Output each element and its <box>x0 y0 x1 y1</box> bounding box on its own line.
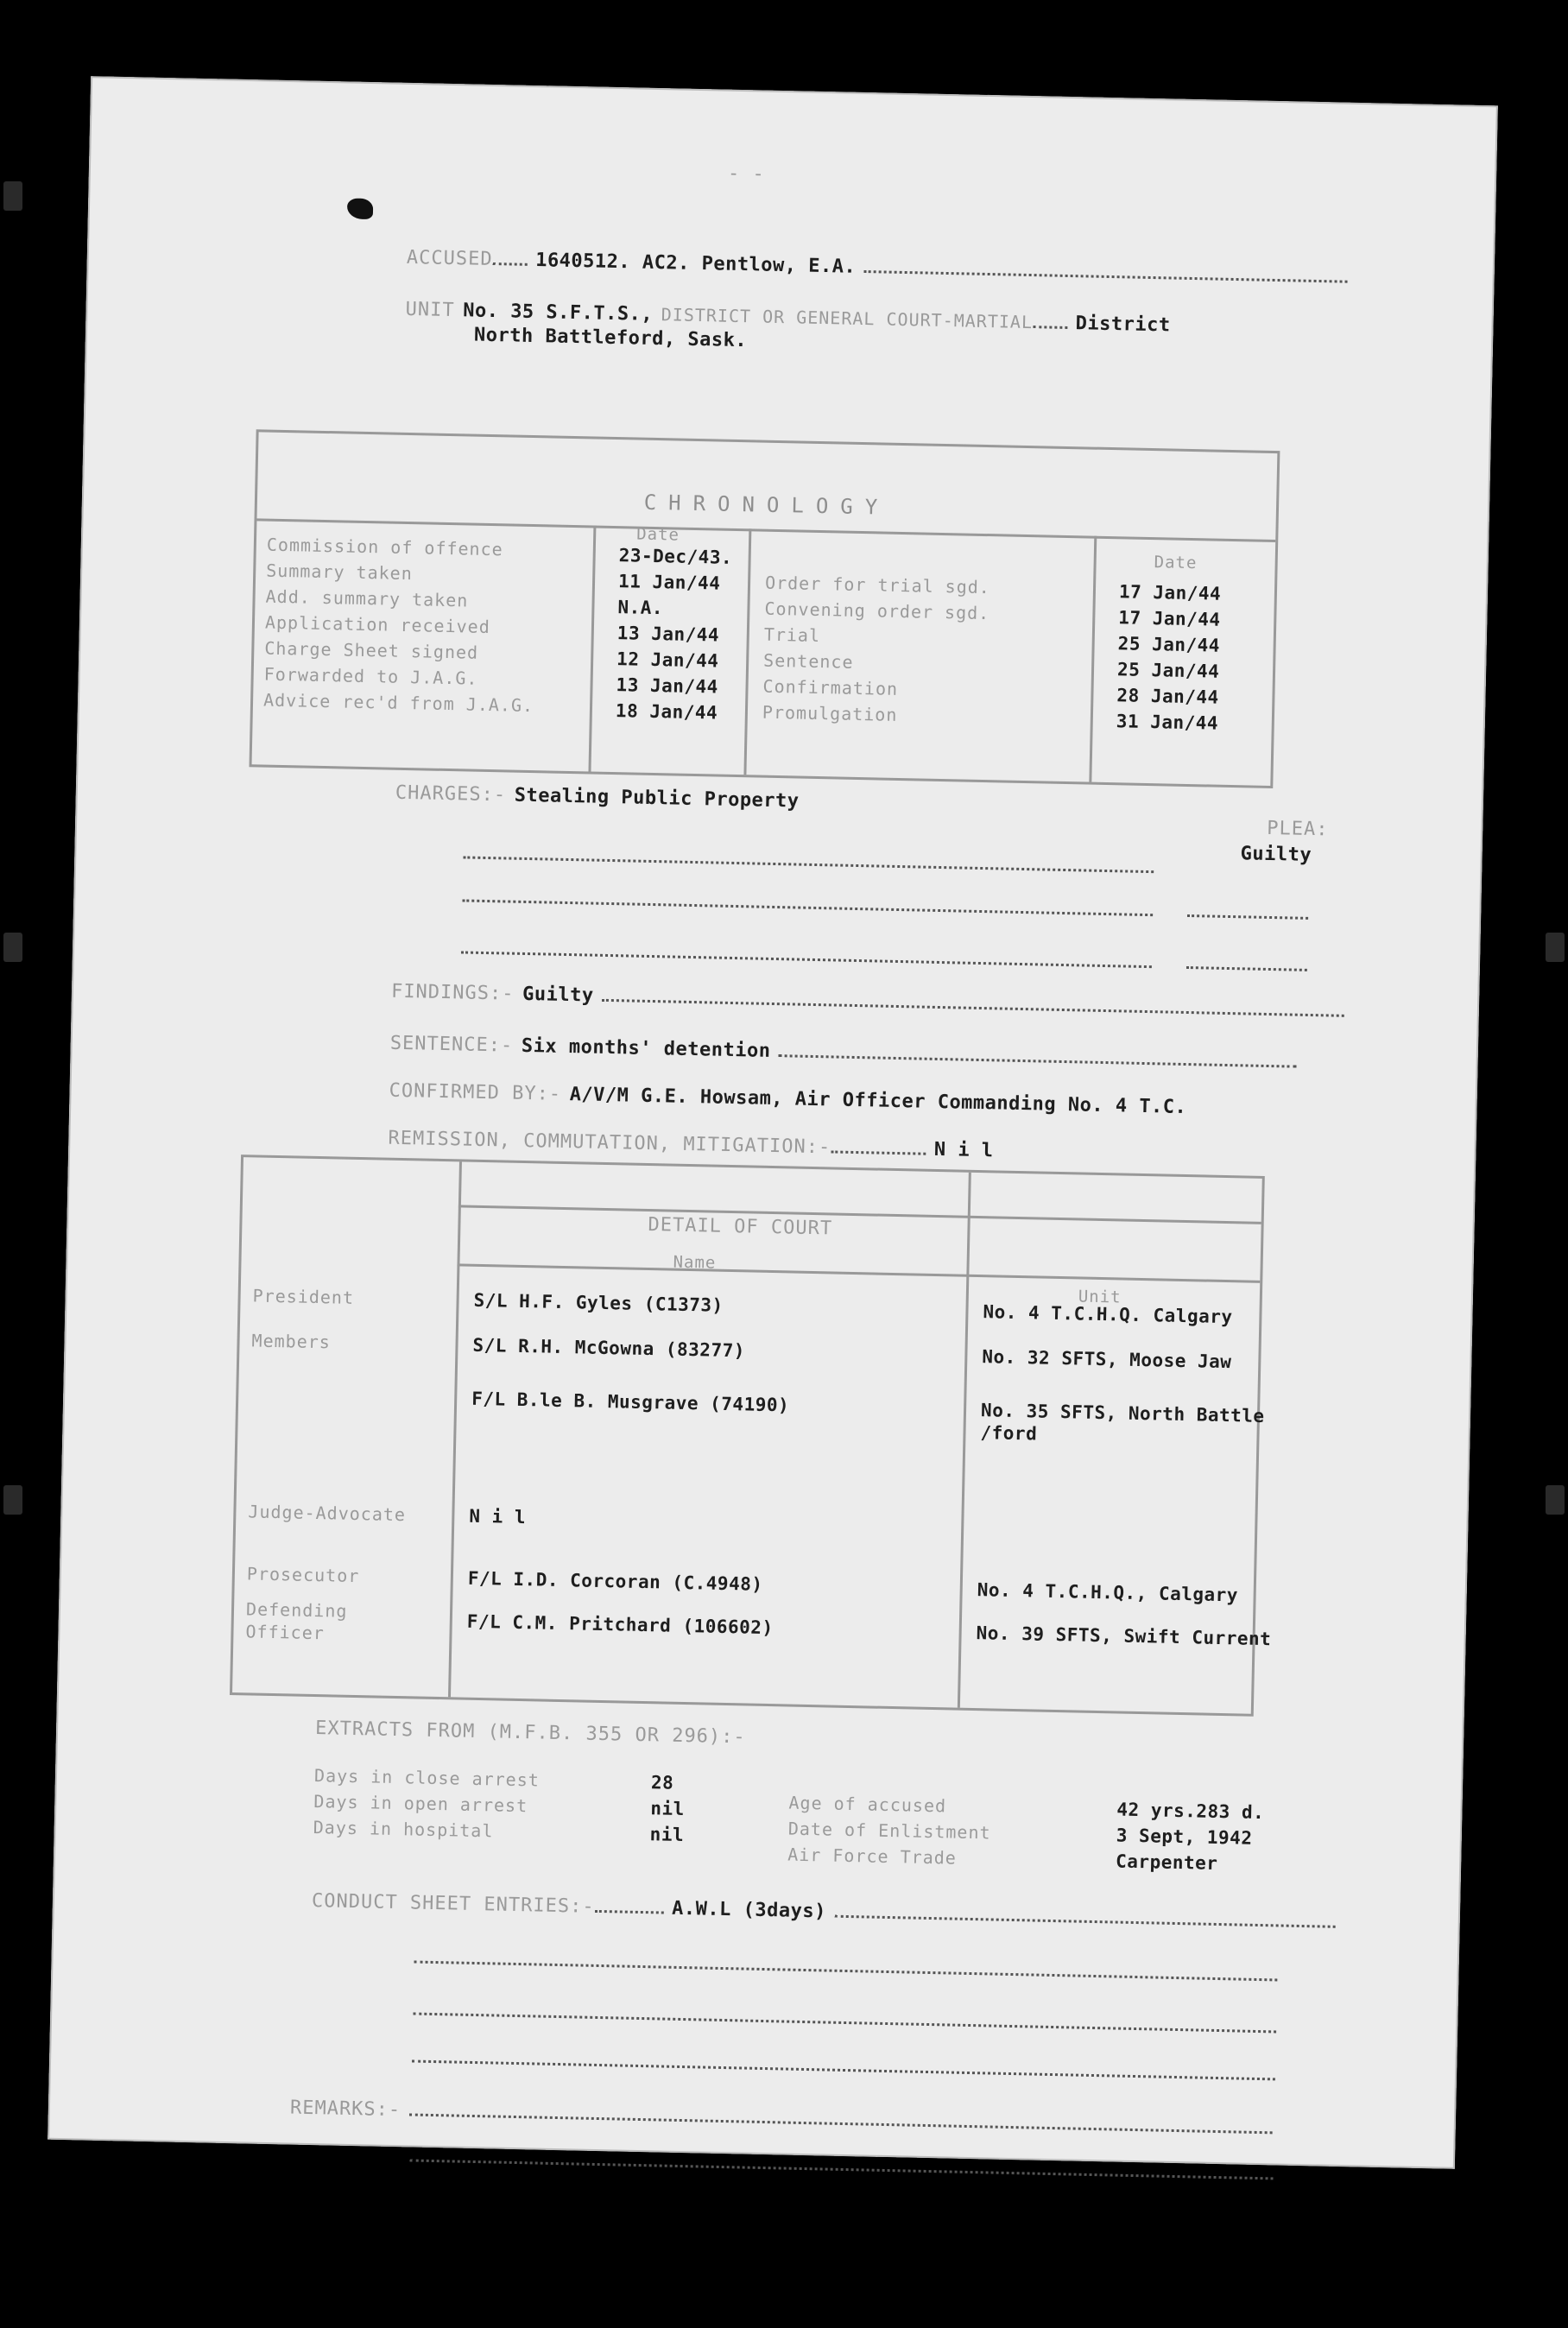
chronology-event-date: 18 Jan/44 <box>615 700 718 724</box>
chronology-event-label: Add. summary taken <box>265 585 469 611</box>
court-martial-record-page <box>47 76 1498 2169</box>
accused-value: 1640512. AC2. Pentlow, E.A. <box>534 250 857 278</box>
chronology-event-date: 23-Dec/43. <box>618 545 733 568</box>
extract-label: Date of Enlistment <box>787 1818 991 1844</box>
accused-line <box>407 247 1348 288</box>
court-unit-header: Unit <box>1078 1287 1122 1307</box>
chronology-event-label: Convening order sgd. <box>764 598 990 624</box>
court-name-header: Name <box>673 1252 717 1273</box>
confirmed-by-value: A/V/M G.E. Howsam, Air Officer Commanding No. 4 T.C. <box>569 1084 1187 1119</box>
conduct-value: A.W.L (3days) <box>671 1897 827 1923</box>
court-member-unit: No. 39 SFTS, Swift Current <box>976 1623 1272 1650</box>
court-role-label: Prosecutor <box>246 1563 360 1587</box>
court-member-name: S/L R.H. McGowna (83277) <box>472 1334 746 1362</box>
chronology-event-date: 28 Jan/44 <box>1116 685 1219 708</box>
film-sprocket <box>3 1485 22 1515</box>
chronology-event-date: N.A. <box>617 597 664 619</box>
date-header-left: Date <box>636 524 680 545</box>
chronology-event-label: Summary taken <box>266 560 414 585</box>
court-member-name: S/L H.F. Gyles (C1373) <box>473 1289 724 1316</box>
plea-value: Guilty <box>1240 843 1312 866</box>
chronology-event-label: Application received <box>264 611 491 638</box>
chronology-event-label: Confirmation <box>762 675 899 699</box>
chronology-event-date: 31 Jan/44 <box>1116 711 1219 734</box>
chronology-event-label: Sentence <box>762 649 854 673</box>
chronology-event-label: Forwarded to J.A.G. <box>263 663 478 689</box>
chronology-event-date: 13 Jan/44 <box>616 674 719 698</box>
extract-label: Days in hospital <box>313 1817 494 1842</box>
extract-label: Air Force Trade <box>787 1844 958 1869</box>
extract-value: Carpenter <box>1115 1850 1218 1874</box>
chronology-event-date: 12 Jan/44 <box>616 648 719 672</box>
extracts-label: EXTRACTS FROM (M.F.B. 355 OR 296):- <box>314 1718 746 1749</box>
extract-value: 28 <box>650 1772 674 1793</box>
remarks-line <box>290 2097 1273 2140</box>
extract-label: Days in open arrest <box>313 1791 528 1817</box>
court-role-label: Members <box>251 1330 332 1353</box>
plea-label: PLEA: <box>1266 817 1329 841</box>
unit-label: UNIT <box>405 298 455 322</box>
court-type-label: DISTRICT OR GENERAL COURT-MARTIAL <box>661 304 1034 333</box>
court-member-unit: No. 35 SFTS, North Battle /ford <box>980 1400 1265 1445</box>
date-header-right: Date <box>1154 553 1198 573</box>
chronology-event-label: Advice rec'd from J.A.G. <box>262 689 534 717</box>
sentence-line <box>390 1033 1298 1073</box>
chronology-event-label: Commission of offence <box>266 534 503 560</box>
film-sprocket <box>3 181 22 211</box>
chronology-event-date: 25 Jan/44 <box>1116 659 1220 682</box>
extract-label: Age of accused <box>788 1792 947 1817</box>
remission-line <box>388 1128 994 1162</box>
extract-value: nil <box>649 1824 685 1846</box>
detail-of-court-table <box>230 1155 1272 1717</box>
court-title: DETAIL OF COURT <box>648 1214 833 1240</box>
charges-label: CHARGES:- <box>395 781 507 807</box>
conduct-label: CONDUCT SHEET ENTRIES:- <box>311 1890 595 1918</box>
ink-blot <box>347 198 373 219</box>
chronology-event-date: 17 Jan/44 <box>1118 607 1221 630</box>
chronology-event-date: 25 Jan/44 <box>1117 633 1221 656</box>
top-mark: - - <box>727 162 766 186</box>
chronology-title: CHRONOLOGY <box>643 490 890 520</box>
court-role-label: President <box>252 1285 355 1308</box>
film-sprocket <box>1546 933 1565 962</box>
chronology-event-date: 11 Jan/44 <box>617 571 721 594</box>
accused-label: ACCUSED <box>406 246 493 270</box>
chronology-event-date: 17 Jan/44 <box>1118 581 1222 604</box>
confirmed-by-line <box>389 1080 1186 1118</box>
confirmed-by-label: CONFIRMED BY:- <box>389 1079 562 1105</box>
extract-value: nil <box>650 1798 686 1820</box>
extract-label: Days in close arrest <box>313 1765 541 1791</box>
court-member-name: F/L C.M. Pritchard (106602) <box>466 1610 774 1639</box>
court-type-value: District <box>1075 313 1171 337</box>
court-member-unit: No. 32 SFTS, Moose Jaw <box>982 1346 1232 1373</box>
film-sprocket <box>3 933 22 962</box>
chronology-event-label: Order for trial sgd. <box>764 572 991 598</box>
chronology-event-label: Charge Sheet signed <box>264 637 479 663</box>
court-member-unit: No. 4 T.C.H.Q. Calgary <box>983 1301 1233 1328</box>
conduct-line <box>312 1890 1336 1933</box>
court-role-label: Judge-Advocate <box>248 1501 407 1526</box>
chronology-event-label: Trial <box>763 623 821 647</box>
court-member-name: F/L B.le B. Musgrave (74190) <box>471 1388 790 1416</box>
findings-label: FINDINGS:- <box>390 980 515 1005</box>
remission-label: REMISSION, COMMUTATION, MITIGATION:- <box>388 1127 831 1159</box>
extract-value: 42 yrs.283 d. <box>1116 1799 1265 1824</box>
chronology-event-label: Promulgation <box>762 701 898 725</box>
charges-value: Stealing Public Property <box>514 784 800 813</box>
remarks-label: REMARKS:- <box>289 2097 401 2122</box>
court-member-name: N i l <box>469 1505 527 1528</box>
findings-value: Guilty <box>522 983 594 1007</box>
court-role-label: Defending Officer <box>245 1598 348 1644</box>
sentence-label: SENTENCE:- <box>389 1032 514 1057</box>
unit-value: No. 35 S.F.T.S., <box>462 300 654 326</box>
court-member-name: F/L I.D. Corcoran (C.4948) <box>467 1567 763 1595</box>
remission-value: N i l <box>933 1138 994 1162</box>
court-member-unit: No. 4 T.C.H.Q., Calgary <box>977 1579 1239 1606</box>
film-sprocket <box>1546 1485 1565 1515</box>
unit-location: North Battleford, Sask. <box>473 324 748 352</box>
charges-line <box>395 782 800 813</box>
sentence-value: Six months' detention <box>521 1034 771 1062</box>
findings-line <box>391 981 1345 1022</box>
chronology-event-date: 13 Jan/44 <box>616 623 720 646</box>
chronology-table <box>249 429 1280 788</box>
extract-value: 3 Sept, 1942 <box>1116 1825 1253 1849</box>
